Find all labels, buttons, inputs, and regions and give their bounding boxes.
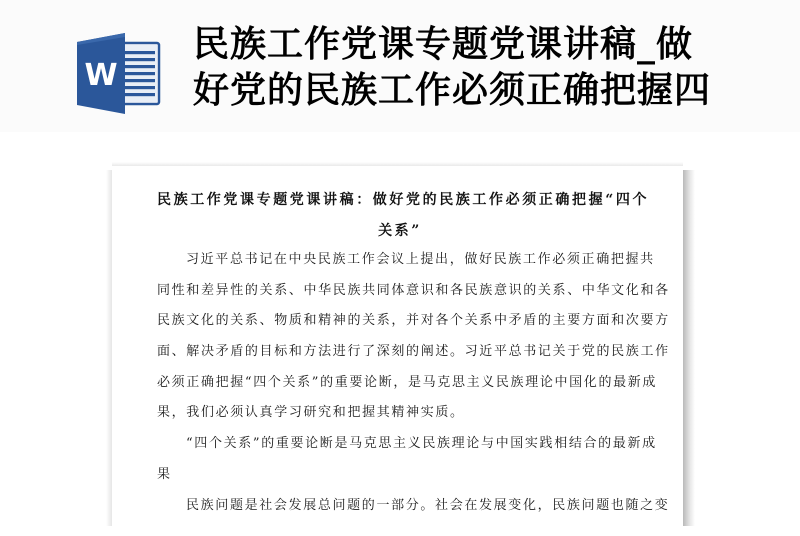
document-title-line-1: 民族工作党课专题党课讲稿：做好党的民族工作必须正确把握“四个 [157, 192, 650, 208]
document-title [157, 185, 650, 246]
body-line: 必须正确把握“四个关系”的重要论断，是马克思主义民族理论中国化的最新成 [157, 374, 658, 390]
body-line: 面、解决矛盾的目标和方法进行了深刻的阐述。习近平总书记关于党的民族工作 [157, 344, 670, 360]
svg-text:W: W [84, 58, 118, 93]
body-line: 民族问题是社会发展总问题的一部分。社会在发展变化，民族问题也随之变 [186, 497, 670, 513]
word-icon [77, 33, 161, 114]
body-line: 民族文化的关系、物质和精神的关系，并对各个关系中矛盾的主要方面和次要方 [157, 313, 670, 329]
body-line: 习近平总书记在中央民族工作会议上提出，做好民族工作必须正确把握共 [186, 252, 655, 267]
body-line: 果，我们必须认真学习研究和把握其精神实质。 [157, 405, 465, 421]
header-title [193, 22, 753, 114]
document-title-line-2: 关系” [378, 222, 422, 239]
document-page [112, 166, 683, 536]
header-title-line-2: 好党的民族工作必须正确把握四 [193, 70, 712, 111]
page-shadow-right [683, 170, 695, 526]
body-line: “四个关系”的重要论断是马克思主义民族理论与中国实践相结合的最新成 [186, 436, 657, 452]
document-body [157, 245, 670, 521]
header-title-line-1: 民族工作党课专题党课讲稿_做 [193, 24, 694, 65]
body-line: 同性和差异性的关系、中华民族共同体意识和各民族意识的关系、中华文化和各 [157, 282, 670, 298]
body-line: 果 [157, 466, 172, 482]
